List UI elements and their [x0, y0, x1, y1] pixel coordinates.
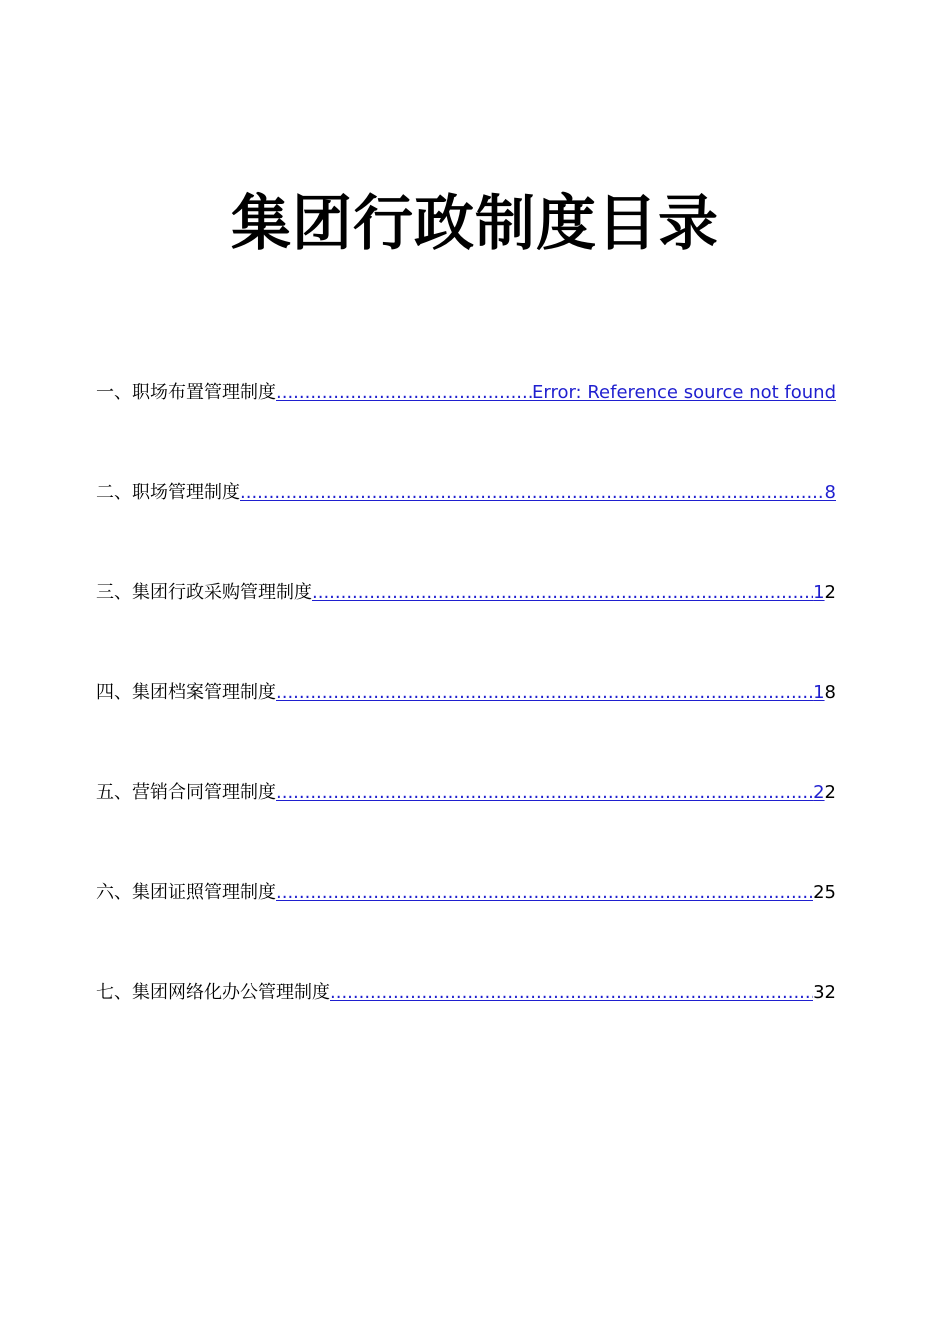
toc-leader-dots [276, 379, 532, 407]
toc-page-reference: 1 [813, 582, 825, 603]
toc-leader-dots [240, 479, 825, 507]
toc-entry-label: 二、职场管理制度 [96, 482, 240, 503]
toc-leader-dots [276, 679, 813, 707]
toc-entry-link[interactable] [276, 779, 825, 807]
toc-page-number: 25 [813, 882, 836, 903]
toc-entry-link[interactable] [330, 979, 813, 1007]
toc-entry-label: 六、集团证照管理制度 [96, 882, 276, 903]
toc-entry-label: 三、集团行政采购管理制度 [96, 582, 312, 603]
toc-entry-1 [96, 379, 836, 407]
toc-entry-2 [96, 479, 836, 507]
toc-leader-dots [276, 879, 813, 907]
toc-entry-7 [96, 979, 836, 1007]
toc-leader-dots [276, 779, 813, 807]
toc-page-reference: 1 [813, 682, 825, 703]
toc-entry-link[interactable] [312, 579, 825, 607]
toc-page-number: 8 [824, 682, 836, 703]
toc-page-number: 32 [813, 982, 836, 1003]
toc-entry-link[interactable] [240, 479, 836, 507]
toc-entry-label: 四、集团档案管理制度 [96, 682, 276, 703]
toc-page-reference: 8 [824, 482, 836, 503]
toc-entry-3 [96, 579, 836, 607]
toc-entry-link[interactable] [276, 379, 836, 407]
toc-page-reference: 2 [813, 782, 825, 803]
toc-entry-link[interactable] [276, 879, 813, 907]
toc-entry-label: 七、集团网络化办公管理制度 [96, 982, 330, 1003]
table-of-contents [96, 379, 836, 1079]
toc-leader-dots [330, 979, 813, 1007]
toc-entry-5 [96, 779, 836, 807]
toc-entry-link[interactable] [276, 679, 825, 707]
toc-page-number: 2 [824, 782, 836, 803]
toc-entry-label: 一、职场布置管理制度 [96, 382, 276, 403]
toc-entry-4 [96, 679, 836, 707]
toc-page-number: 2 [824, 582, 836, 603]
page-title: 集团行政制度目录 [231, 189, 719, 259]
toc-page-reference: Error: Reference source not found [532, 382, 836, 403]
toc-leader-dots [312, 579, 813, 607]
toc-entry-label: 五、营销合同管理制度 [96, 782, 276, 803]
toc-entry-6 [96, 879, 836, 907]
